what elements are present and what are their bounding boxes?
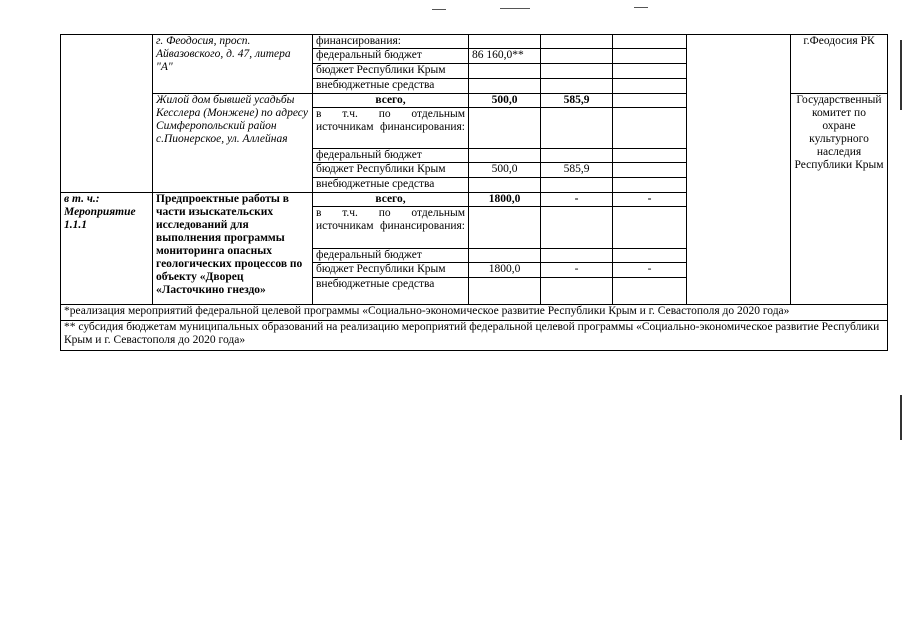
crimea-value-1: 1800,0 — [469, 263, 541, 278]
label-cell-empty — [61, 35, 153, 193]
object-swallows-nest: Предпроектные работы в части изыскательских исследований для выполнения программы мониторинга опасных геологических процессов по объекту «Дворец «Ласточкино гнездо» — [153, 193, 313, 305]
source-total: всего, — [313, 193, 469, 207]
value-cell — [613, 64, 687, 79]
total-value-2: 585,9 — [541, 94, 613, 108]
value-cell — [541, 49, 613, 64]
value-cell — [613, 278, 687, 305]
source-extrabudgetary: внебюджетные средства — [313, 178, 469, 193]
footnote-federal-program: *реализация мероприятий федеральной целевой программы «Социально-экономическое развитие Республики Крым и г. Севастополя до 2020 года» — [61, 305, 888, 321]
source-financing: финансирования: — [313, 35, 469, 49]
value-cell — [613, 35, 687, 49]
scan-mark — [500, 8, 530, 9]
object-address-feodosia: г. Феодосия, просп. Айвазовского, д. 47, литера "А" — [153, 35, 313, 94]
measure-label: в т. ч.: Мероприятие 1.1.1 — [61, 193, 153, 305]
value-cell — [541, 149, 613, 163]
value-cell — [541, 178, 613, 193]
value-cell — [541, 79, 613, 94]
value-cell — [469, 207, 541, 249]
executor-feodosia: г.Феодосия РК — [791, 35, 888, 94]
value-cell — [613, 249, 687, 263]
object-kessler-house: Жилой дом бывшей усадьбы Кесслера (Монжене) по адресу Симферопольский район с.Пионерское, ул. Аллейная — [153, 94, 313, 193]
value-cell — [469, 108, 541, 149]
total-value-1: 500,0 — [469, 94, 541, 108]
source-extrabudgetary: внебюджетные средства — [313, 79, 469, 94]
value-cell — [613, 49, 687, 64]
value-cell — [541, 64, 613, 79]
source-breakdown: в т.ч. по отдельным источникам финансирования: — [313, 108, 469, 149]
crimea-value-2: - — [541, 263, 613, 278]
source-federal: федеральный бюджет — [313, 49, 469, 64]
scan-edge — [900, 40, 902, 110]
value-cell — [613, 178, 687, 193]
value-cell — [469, 249, 541, 263]
value-cell — [613, 94, 687, 108]
crimea-value-1: 500,0 — [469, 163, 541, 178]
value-cell — [613, 149, 687, 163]
total-value-1: 1800,0 — [469, 193, 541, 207]
scan-edge — [900, 395, 902, 440]
value-cell — [469, 149, 541, 163]
source-breakdown: в т.ч. по отдельным источникам финансирования: — [313, 207, 469, 249]
value-cell — [541, 249, 613, 263]
source-crimea-budget: бюджет Республики Крым — [313, 163, 469, 178]
value-cell — [541, 35, 613, 49]
value-cell — [541, 108, 613, 149]
source-total: всего, — [313, 94, 469, 108]
value-cell — [613, 79, 687, 94]
source-crimea-budget: бюджет Республики Крым — [313, 263, 469, 278]
value-cell — [541, 207, 613, 249]
executor-heritage-committee: Государственный комитет по охране культурного наследия Республики Крым — [791, 94, 888, 305]
source-extrabudgetary: внебюджетные средства — [313, 278, 469, 305]
total-value-2: - — [541, 193, 613, 207]
footnote-subsidy: ** субсидия бюджетам муниципальных образований на реализацию мероприятий федеральной целевой программы «Социально-экономическое развитие Республики Крым и г. Севастополя до 2020 года» — [61, 321, 888, 351]
value-cell — [613, 207, 687, 249]
source-federal: федеральный бюджет — [313, 249, 469, 263]
value-cell — [613, 108, 687, 149]
crimea-value-2: 585,9 — [541, 163, 613, 178]
scan-mark — [432, 9, 446, 10]
federal-value: 86 160,0** — [469, 49, 541, 64]
program-table — [60, 34, 888, 351]
value-cell — [541, 278, 613, 305]
value-cell — [469, 278, 541, 305]
value-cell — [469, 79, 541, 94]
value-cell — [469, 35, 541, 49]
source-crimea-budget: бюджет Республики Крым — [313, 64, 469, 79]
value-cell — [613, 163, 687, 178]
total-value-3: - — [613, 193, 687, 207]
value-cell — [469, 178, 541, 193]
source-federal: федеральный бюджет — [313, 149, 469, 163]
value-cell — [469, 64, 541, 79]
empty-column-cell — [687, 35, 791, 305]
scan-mark — [634, 7, 648, 8]
crimea-value-3: - — [613, 263, 687, 278]
